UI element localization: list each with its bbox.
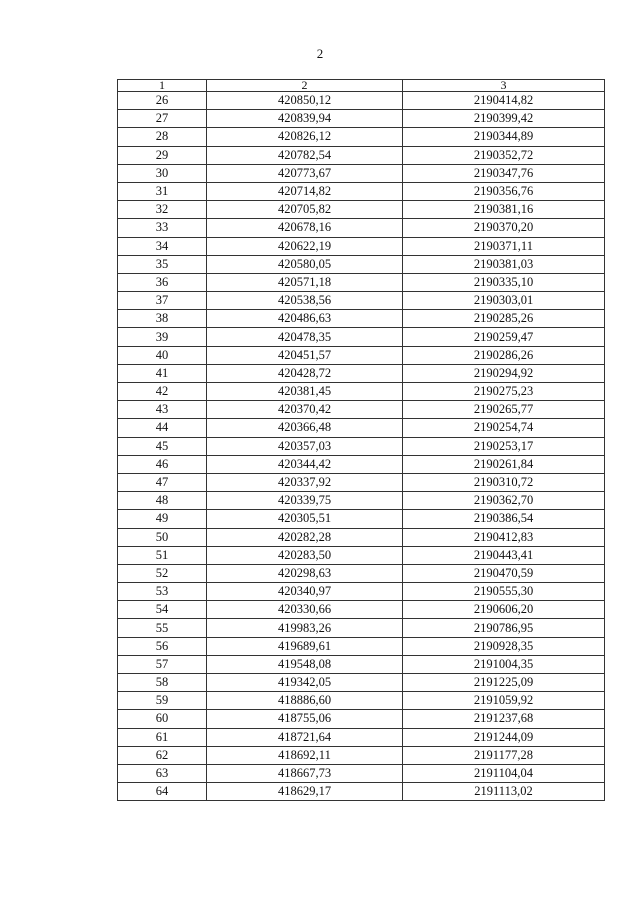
cell-point-number: 30 <box>118 164 207 182</box>
cell-y-coordinate: 2190286,26 <box>403 346 605 364</box>
table-row <box>118 746 605 764</box>
cell-y-coordinate: 2190261,84 <box>403 455 605 473</box>
table-row <box>118 310 605 328</box>
cell-point-number: 42 <box>118 383 207 401</box>
table-row <box>118 346 605 364</box>
cell-y-coordinate: 2191237,68 <box>403 710 605 728</box>
cell-point-number: 33 <box>118 219 207 237</box>
cell-y-coordinate: 2190253,17 <box>403 437 605 455</box>
cell-point-number: 48 <box>118 492 207 510</box>
cell-point-number: 27 <box>118 110 207 128</box>
cell-point-number: 44 <box>118 419 207 437</box>
cell-y-coordinate: 2190386,54 <box>403 510 605 528</box>
cell-x-coordinate: 420571,18 <box>207 273 403 291</box>
table-row <box>118 473 605 491</box>
cell-x-coordinate: 418886,60 <box>207 692 403 710</box>
cell-y-coordinate: 2190362,70 <box>403 492 605 510</box>
cell-x-coordinate: 420580,05 <box>207 255 403 273</box>
cell-point-number: 45 <box>118 437 207 455</box>
cell-x-coordinate: 420678,16 <box>207 219 403 237</box>
cell-point-number: 62 <box>118 746 207 764</box>
cell-y-coordinate: 2190356,76 <box>403 182 605 200</box>
cell-x-coordinate: 420773,67 <box>207 164 403 182</box>
cell-y-coordinate: 2191177,28 <box>403 746 605 764</box>
table-row <box>118 401 605 419</box>
cell-point-number: 53 <box>118 583 207 601</box>
table-row <box>118 546 605 564</box>
cell-y-coordinate: 2191244,09 <box>403 728 605 746</box>
cell-y-coordinate: 2191113,02 <box>403 783 605 801</box>
cell-y-coordinate: 2190275,23 <box>403 383 605 401</box>
cell-y-coordinate: 2190928,35 <box>403 637 605 655</box>
cell-x-coordinate: 419548,08 <box>207 655 403 673</box>
table-row <box>118 492 605 510</box>
cell-x-coordinate: 420850,12 <box>207 92 403 110</box>
cell-point-number: 34 <box>118 237 207 255</box>
cell-point-number: 52 <box>118 564 207 582</box>
cell-point-number: 43 <box>118 401 207 419</box>
column-header-point: 1 <box>118 80 207 92</box>
cell-x-coordinate: 420366,48 <box>207 419 403 437</box>
cell-y-coordinate: 2190470,59 <box>403 564 605 582</box>
cell-point-number: 63 <box>118 764 207 782</box>
cell-point-number: 39 <box>118 328 207 346</box>
cell-y-coordinate: 2190443,41 <box>403 546 605 564</box>
cell-y-coordinate: 2190381,03 <box>403 255 605 273</box>
cell-x-coordinate: 419983,26 <box>207 619 403 637</box>
cell-y-coordinate: 2191059,92 <box>403 692 605 710</box>
table-row <box>118 419 605 437</box>
table-row <box>118 692 605 710</box>
cell-x-coordinate: 418721,64 <box>207 728 403 746</box>
table-row <box>118 528 605 546</box>
cell-y-coordinate: 2190310,72 <box>403 473 605 491</box>
cell-point-number: 59 <box>118 692 207 710</box>
cell-point-number: 54 <box>118 601 207 619</box>
table-row <box>118 219 605 237</box>
cell-x-coordinate: 420622,19 <box>207 237 403 255</box>
cell-y-coordinate: 2191104,04 <box>403 764 605 782</box>
cell-x-coordinate: 420344,42 <box>207 455 403 473</box>
cell-x-coordinate: 420451,57 <box>207 346 403 364</box>
cell-y-coordinate: 2190555,30 <box>403 583 605 601</box>
table-row <box>118 383 605 401</box>
table-row <box>118 237 605 255</box>
cell-y-coordinate: 2190254,74 <box>403 419 605 437</box>
cell-x-coordinate: 420705,82 <box>207 201 403 219</box>
table-row <box>118 619 605 637</box>
cell-x-coordinate: 420782,54 <box>207 146 403 164</box>
cell-x-coordinate: 420282,28 <box>207 528 403 546</box>
cell-x-coordinate: 418667,73 <box>207 764 403 782</box>
cell-y-coordinate: 2190371,11 <box>403 237 605 255</box>
table-row <box>118 728 605 746</box>
cell-y-coordinate: 2190381,16 <box>403 201 605 219</box>
cell-x-coordinate: 420538,56 <box>207 292 403 310</box>
table-row <box>118 255 605 273</box>
cell-x-coordinate: 418629,17 <box>207 783 403 801</box>
cell-x-coordinate: 420340,97 <box>207 583 403 601</box>
table-row <box>118 455 605 473</box>
column-header-y: 3 <box>403 80 605 92</box>
cell-point-number: 26 <box>118 92 207 110</box>
cell-point-number: 56 <box>118 637 207 655</box>
table-row <box>118 783 605 801</box>
table-row <box>118 637 605 655</box>
cell-point-number: 41 <box>118 364 207 382</box>
table-row <box>118 601 605 619</box>
cell-x-coordinate: 420298,63 <box>207 564 403 582</box>
cell-y-coordinate: 2191004,35 <box>403 655 605 673</box>
table-row <box>118 273 605 291</box>
cell-point-number: 64 <box>118 783 207 801</box>
cell-x-coordinate: 420486,63 <box>207 310 403 328</box>
cell-y-coordinate: 2190370,20 <box>403 219 605 237</box>
cell-point-number: 35 <box>118 255 207 273</box>
table-row <box>118 182 605 200</box>
cell-point-number: 31 <box>118 182 207 200</box>
cell-y-coordinate: 2190399,42 <box>403 110 605 128</box>
cell-point-number: 38 <box>118 310 207 328</box>
cell-y-coordinate: 2190259,47 <box>403 328 605 346</box>
table-row <box>118 92 605 110</box>
cell-x-coordinate: 420357,03 <box>207 437 403 455</box>
table-row <box>118 201 605 219</box>
table-row <box>118 655 605 673</box>
cell-point-number: 47 <box>118 473 207 491</box>
table-row <box>118 164 605 182</box>
cell-y-coordinate: 2190294,92 <box>403 364 605 382</box>
table-row <box>118 437 605 455</box>
cell-y-coordinate: 2190347,76 <box>403 164 605 182</box>
cell-point-number: 36 <box>118 273 207 291</box>
table-row <box>118 583 605 601</box>
cell-x-coordinate: 418692,11 <box>207 746 403 764</box>
cell-y-coordinate: 2190412,83 <box>403 528 605 546</box>
cell-point-number: 55 <box>118 619 207 637</box>
table-row <box>118 328 605 346</box>
cell-x-coordinate: 420305,51 <box>207 510 403 528</box>
cell-point-number: 37 <box>118 292 207 310</box>
table-row <box>118 564 605 582</box>
cell-x-coordinate: 420283,50 <box>207 546 403 564</box>
cell-point-number: 58 <box>118 674 207 692</box>
cell-y-coordinate: 2190606,20 <box>403 601 605 619</box>
cell-point-number: 51 <box>118 546 207 564</box>
table-body <box>118 92 605 801</box>
table-row <box>118 110 605 128</box>
cell-y-coordinate: 2190285,26 <box>403 310 605 328</box>
cell-y-coordinate: 2190265,77 <box>403 401 605 419</box>
cell-x-coordinate: 419689,61 <box>207 637 403 655</box>
cell-x-coordinate: 420381,45 <box>207 383 403 401</box>
cell-point-number: 32 <box>118 201 207 219</box>
cell-y-coordinate: 2190303,01 <box>403 292 605 310</box>
cell-y-coordinate: 2190335,10 <box>403 273 605 291</box>
cell-y-coordinate: 2190786,95 <box>403 619 605 637</box>
cell-x-coordinate: 420339,75 <box>207 492 403 510</box>
table-row <box>118 128 605 146</box>
cell-point-number: 57 <box>118 655 207 673</box>
cell-point-number: 46 <box>118 455 207 473</box>
cell-point-number: 29 <box>118 146 207 164</box>
table-row <box>118 710 605 728</box>
cell-point-number: 50 <box>118 528 207 546</box>
cell-y-coordinate: 2190352,72 <box>403 146 605 164</box>
table-row <box>118 146 605 164</box>
cell-x-coordinate: 420428,72 <box>207 364 403 382</box>
cell-point-number: 60 <box>118 710 207 728</box>
table-row <box>118 364 605 382</box>
cell-point-number: 28 <box>118 128 207 146</box>
cell-x-coordinate: 420839,94 <box>207 110 403 128</box>
cell-x-coordinate: 420337,92 <box>207 473 403 491</box>
cell-x-coordinate: 420826,12 <box>207 128 403 146</box>
cell-point-number: 49 <box>118 510 207 528</box>
cell-point-number: 40 <box>118 346 207 364</box>
table-row <box>118 292 605 310</box>
table-row <box>118 674 605 692</box>
cell-y-coordinate: 2190344,89 <box>403 128 605 146</box>
cell-x-coordinate: 420370,42 <box>207 401 403 419</box>
cell-y-coordinate: 2191225,09 <box>403 674 605 692</box>
table-header-row <box>118 80 605 92</box>
cell-x-coordinate: 418755,06 <box>207 710 403 728</box>
cell-point-number: 61 <box>118 728 207 746</box>
table-row <box>118 510 605 528</box>
cell-y-coordinate: 2190414,82 <box>403 92 605 110</box>
cell-x-coordinate: 419342,05 <box>207 674 403 692</box>
cell-x-coordinate: 420714,82 <box>207 182 403 200</box>
page-number: 2 <box>316 46 324 61</box>
column-header-x: 2 <box>207 80 403 92</box>
table-row <box>118 764 605 782</box>
cell-x-coordinate: 420330,66 <box>207 601 403 619</box>
coordinates-table <box>117 79 605 801</box>
cell-x-coordinate: 420478,35 <box>207 328 403 346</box>
